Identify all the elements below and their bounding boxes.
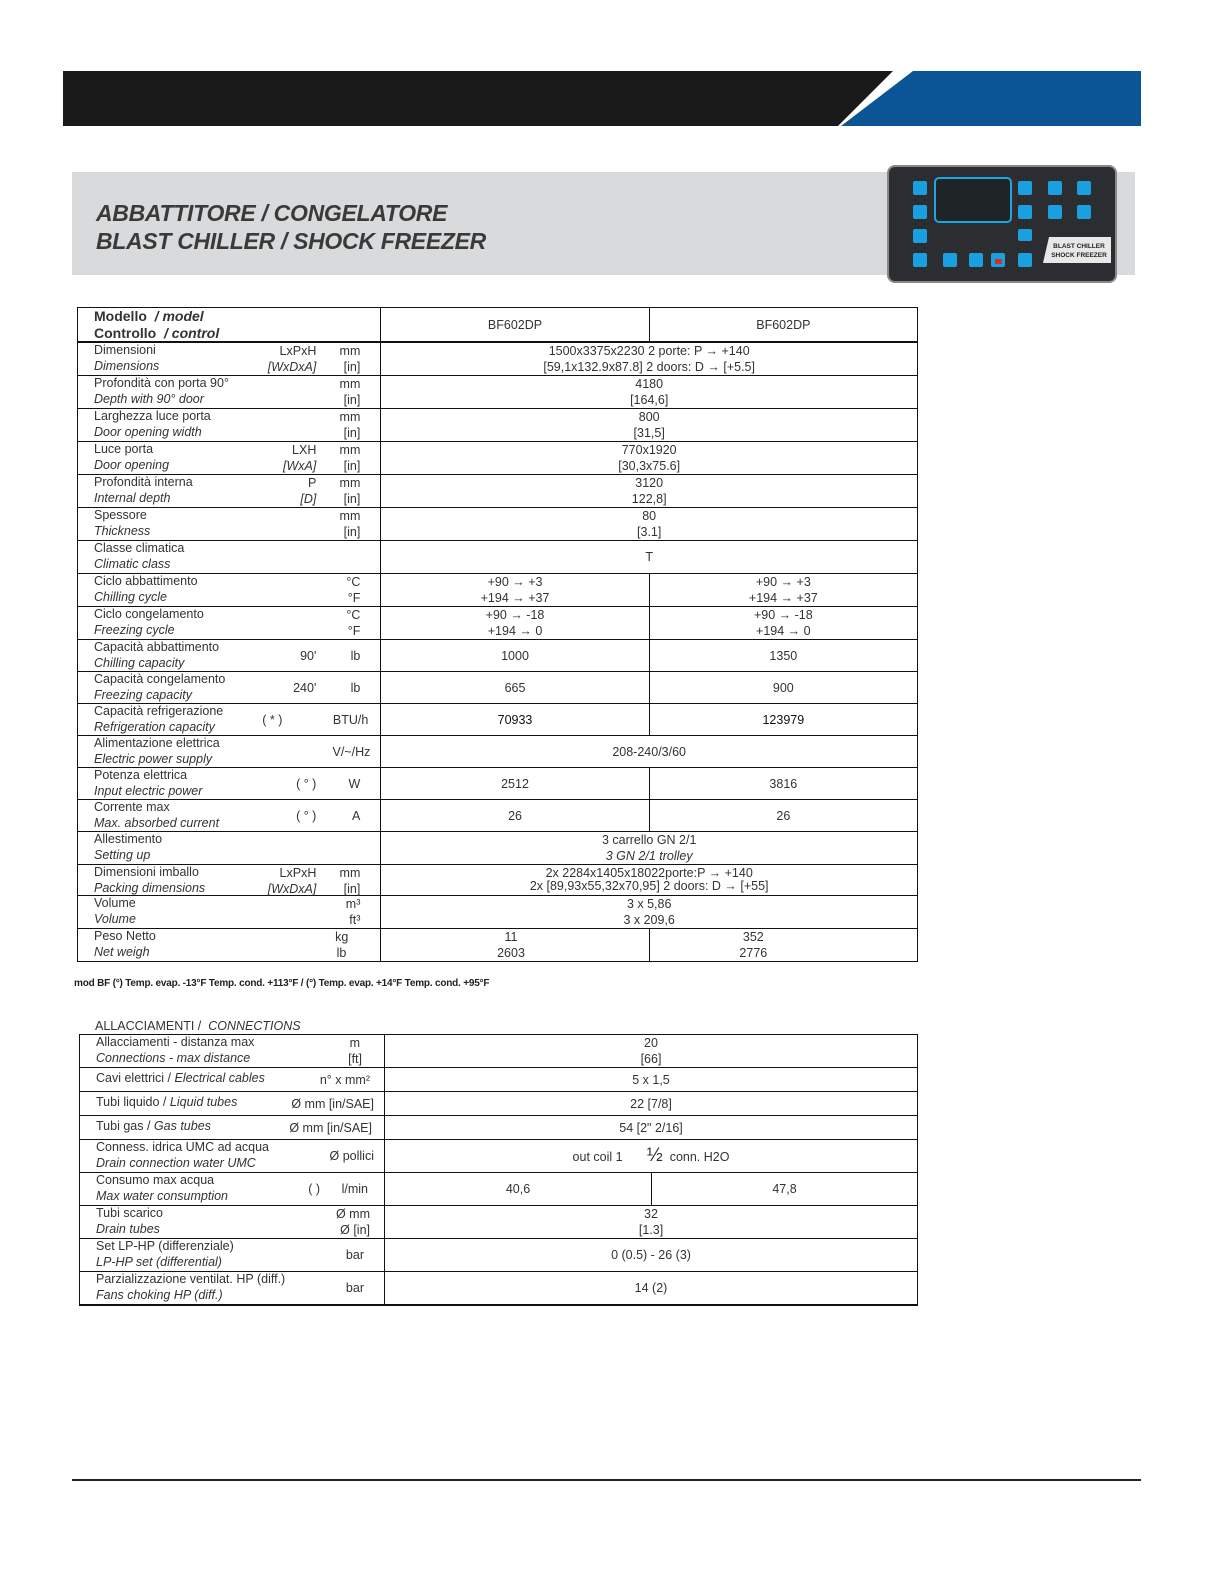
row-label-en: Input electric power	[94, 784, 203, 798]
row-value-1: 20	[644, 1036, 658, 1050]
row-label-en: Dimensions	[94, 359, 160, 373]
title-line-1: ABBATTITORE / CONGELATORE	[96, 200, 448, 226]
row-c1: 40,6	[385, 1173, 652, 1206]
row-label-en: Max water consumption	[96, 1189, 229, 1203]
row-value: 14 (2)	[385, 1272, 918, 1306]
row-unit-en: Ø [in]	[340, 1223, 370, 1237]
row-label-it: Dimensioni	[94, 343, 156, 357]
row-c1-line2: +194 → 0	[487, 624, 543, 638]
row-unit-en: [in]	[343, 426, 361, 440]
row-sym-en: [D]	[300, 492, 317, 506]
conn-row	[80, 1272, 918, 1306]
row-c2-line2: 2776	[739, 946, 768, 960]
header-control-en: / control	[164, 325, 220, 341]
row-label-en: Liquid tubes	[169, 1095, 238, 1109]
row-value: 208-240/3/60	[381, 736, 918, 768]
row-c1-line2: +194 → +37	[480, 591, 550, 605]
row-c1: 26	[381, 800, 649, 832]
row-unit-it: mm	[339, 410, 361, 424]
row-label-en: Door opening width	[94, 425, 202, 439]
row-value: T	[381, 541, 918, 574]
row-unit-en: °F	[347, 624, 361, 638]
conn-row	[80, 1206, 918, 1239]
footnote: mod BF (°) Temp. evap. -13°F Temp. cond. +113°F / (°) Temp. evap. +14°F Temp. cond. +95°F	[74, 978, 490, 989]
row-unit-it: m	[349, 1036, 360, 1050]
connections-heading-en: CONNECTIONS	[208, 1019, 301, 1033]
conn-row	[80, 1116, 918, 1140]
row-sym-it: LxPxH	[279, 866, 317, 880]
row-label-en: Chilling capacity	[94, 656, 185, 670]
row-label-it: Parzializzazione ventilat. HP (diff.)	[96, 1272, 286, 1286]
row-label-it: Profondità con porta 90°	[94, 376, 229, 390]
control-panel-image	[887, 165, 1117, 283]
spec-row	[78, 929, 918, 962]
row-unit-en: [ft]	[348, 1052, 362, 1066]
row-value-1: 800	[638, 410, 660, 424]
spec-row	[78, 865, 918, 896]
row-value-a: out coil 1	[572, 1149, 623, 1164]
row-sym: 240'	[293, 680, 317, 695]
row-label-it: Allestimento	[94, 832, 163, 846]
row-unit-it: mm	[339, 509, 361, 523]
row-label-it: Tubi scarico	[96, 1206, 163, 1220]
row-label-en: Connections - max distance	[96, 1051, 251, 1065]
row-c1: 2512	[381, 768, 649, 800]
connections-heading-it: ALLACCIAMENTI /	[95, 1019, 202, 1033]
spec-row	[78, 800, 918, 832]
spec-row	[78, 508, 918, 541]
row-label-en: Thickness	[94, 524, 151, 538]
row-c2-line1: 352	[742, 930, 764, 944]
row-c2: 900	[649, 672, 917, 704]
row-label-en: Setting up	[94, 848, 151, 862]
row-label-en: Gas tubes	[153, 1119, 211, 1133]
row-sym: ( )	[308, 1182, 320, 1196]
row-value-2: [3.1]	[637, 525, 662, 539]
row-value-2: [31,5]	[633, 426, 665, 440]
connections-heading	[95, 1019, 301, 1033]
row-unit-it: m³	[345, 897, 361, 911]
connections-table	[79, 1034, 918, 1306]
row-sym-it: P	[308, 476, 317, 490]
row-unit-en: [in]	[343, 525, 361, 539]
row-value-1: 3 x 5,86	[626, 897, 672, 911]
row-unit: Ø mm [in/SAE]	[291, 1096, 374, 1111]
row-c2-line2: +194 → +37	[748, 591, 818, 605]
row-c1-line1: 11	[504, 930, 518, 944]
row-sym: ( ° )	[296, 776, 317, 791]
row-label-en: Freezing cycle	[94, 623, 175, 637]
row-unit: lb	[350, 648, 361, 663]
row-value-1: 32	[644, 1207, 658, 1221]
row-label-en: Fans choking HP (diff.)	[96, 1288, 223, 1302]
row-label-it: Ciclo congelamento	[94, 607, 204, 621]
row-unit-it: kg	[335, 930, 349, 944]
conn-row	[80, 1140, 918, 1173]
row-unit-en: [in]	[343, 882, 361, 896]
row-value-2: [164,6]	[630, 393, 669, 407]
row-unit-en: ft³	[349, 913, 361, 927]
panel-badge-line2: SHOCK FREEZER	[1051, 252, 1107, 259]
row-unit: BTU/h	[332, 712, 369, 727]
row-unit-it: °C	[346, 575, 361, 589]
row-value-1: 2x 2284x1405x18022porte:P → +140	[545, 866, 753, 880]
row-sym-en: [WxDxA]	[267, 360, 317, 374]
row-unit: n° x mm²	[319, 1072, 370, 1087]
row-value-2: 122,8]	[631, 492, 667, 506]
row-unit: l/min	[341, 1182, 368, 1196]
row-c2-line1: +90 → -18	[753, 608, 813, 622]
row-label-en: Depth with 90° door	[94, 392, 204, 406]
row-label-it: Conness. idrica UMC ad acqua	[96, 1140, 269, 1154]
row-label-it: Profondità interna	[94, 475, 193, 489]
spec-row	[78, 768, 918, 800]
row-label-en: Drain tubes	[96, 1222, 160, 1236]
row-c2-line1: +90 → +3	[755, 575, 811, 589]
spec-row	[78, 574, 918, 607]
row-value-2: [66]	[640, 1052, 662, 1066]
row-unit-it: Ø mm	[335, 1207, 370, 1221]
row-c1-line1: +90 → +3	[487, 575, 543, 589]
model-col-2: BF602DP	[649, 308, 917, 343]
row-unit-it: mm	[339, 866, 361, 880]
row-unit: V/~/Hz	[332, 744, 371, 759]
row-unit-en: [in]	[343, 492, 361, 506]
row-c1: 1000	[381, 640, 649, 672]
row-c1-line2: 26​03	[497, 946, 525, 960]
row-c2: 47,8	[652, 1173, 918, 1206]
row-unit-en: °F	[347, 591, 361, 605]
row-sym-en: [WxDxA]	[267, 882, 317, 896]
row-unit-en: [in]	[343, 459, 361, 473]
row-unit-en: [in]	[343, 360, 361, 374]
row-label-en: Chilling cycle	[94, 590, 167, 604]
row-value-1: 1500x3375x2230 2 porte: P → +140	[548, 344, 750, 358]
conn-row	[80, 1068, 918, 1092]
spec-row	[78, 607, 918, 640]
row-unit-it: mm	[339, 344, 361, 358]
row-label-it: Volume	[94, 896, 136, 910]
conn-row	[80, 1035, 918, 1068]
row-unit: bar	[345, 1248, 364, 1262]
row-value-b: ½	[646, 1144, 663, 1166]
row-value-2: 3 x 209,6	[623, 913, 675, 927]
row-sym-en: [WxA]	[283, 459, 317, 473]
row-label-en: Climatic class	[94, 557, 171, 571]
row-value-c: conn. H2O	[669, 1149, 730, 1164]
row-c2: 3816	[649, 768, 917, 800]
row-value-2: [1.3]	[638, 1223, 664, 1237]
row-unit-it: mm	[339, 476, 361, 490]
row-sym: 90'	[300, 648, 317, 663]
header-model-en: / model	[154, 308, 204, 324]
row-c1: 70933	[381, 704, 649, 736]
row-value: 54 [2" 2/16]	[385, 1116, 918, 1140]
row-unit-it: °C	[346, 608, 361, 622]
conn-row	[80, 1173, 918, 1206]
row-label-en: Volume	[94, 912, 136, 926]
row-sym-it: LXH	[292, 443, 317, 457]
row-label-en: Electric power supply	[94, 752, 213, 766]
spec-row	[78, 704, 918, 736]
row-sym: ( ° )	[296, 808, 317, 823]
row-label-it: Larghezza luce porta	[94, 409, 211, 423]
row-value-1: 770x1920	[621, 443, 677, 457]
row-unit: Ø pollici	[329, 1149, 374, 1163]
row-value: 22 [7/8]	[385, 1092, 918, 1116]
row-label-it: Alimentazione elettrica	[94, 736, 220, 750]
spec-row	[78, 640, 918, 672]
header-bar	[63, 71, 1141, 126]
spec-row	[78, 896, 918, 929]
row-value-1: 4180	[635, 377, 664, 391]
spec-row	[78, 342, 918, 376]
row-c1: 665	[381, 672, 649, 704]
row-label-it: Set LP-HP (differenziale)	[96, 1239, 234, 1253]
row-unit-it: mm	[339, 377, 361, 391]
row-label-it: Capacità congelamento	[94, 672, 226, 686]
title-line-2: BLAST CHILLER / SHOCK FREEZER	[96, 228, 486, 254]
row-label-en: LP-HP set (differential)	[96, 1255, 222, 1269]
row-label-it: Consumo max acqua	[96, 1173, 215, 1187]
conn-row	[80, 1239, 918, 1272]
row-value-1: 80	[642, 509, 657, 523]
row-label-en: Drain connection water UMC	[96, 1156, 256, 1170]
spec-row	[78, 409, 918, 442]
row-unit: Ø mm [in/SAE]	[289, 1120, 372, 1135]
row-value-2: [30,3x75.6]	[618, 459, 681, 473]
row-c2: 26	[649, 800, 917, 832]
spec-row	[78, 832, 918, 865]
row-label-en: Internal depth	[94, 491, 171, 505]
spec-table	[77, 307, 918, 962]
model-col-1: BF602DP	[381, 308, 649, 343]
row-label-en: Refrigeration capacity	[94, 720, 215, 734]
spec-header-row	[78, 308, 918, 343]
spec-row	[78, 475, 918, 508]
row-label-it: Allacciamenti - distanza max	[96, 1035, 255, 1049]
row-sym: ( * )	[262, 712, 283, 727]
panel-badge-line1: BLAST CHILLER	[1053, 243, 1105, 250]
row-c2: 123979	[649, 704, 917, 736]
row-label-it: Luce porta	[94, 442, 154, 456]
row-unit-en: [in]	[343, 393, 361, 407]
row-sym-it: LxPxH	[279, 344, 317, 358]
row-unit-en: lb	[336, 946, 347, 960]
row-unit: W	[348, 776, 361, 791]
row-label-it: Ciclo abbattimento	[94, 574, 198, 588]
header-control-it: Controllo	[94, 325, 157, 341]
conn-row	[80, 1092, 918, 1116]
row-value: 0 (0.5) - 26 (3)	[385, 1239, 918, 1272]
row-unit-it: mm	[339, 443, 361, 457]
footer-rule	[72, 1479, 1141, 1481]
row-c1-line1: +90 → -18	[485, 608, 545, 622]
row-label-en: Freezing capacity	[94, 688, 192, 702]
row-label-en: Door opening	[94, 458, 170, 472]
row-label-en: Packing dimensions	[94, 881, 206, 895]
row-label-it: Spessore	[94, 508, 147, 522]
row-label-it: Dimensioni imballo	[94, 865, 199, 879]
row-unit: A	[352, 808, 361, 823]
header-model-it: Modello	[94, 308, 147, 324]
row-label-en: Net weigh	[94, 945, 150, 959]
spec-row	[78, 672, 918, 704]
row-label-it: Capacità abbattimento	[94, 640, 220, 654]
spec-row	[78, 541, 918, 574]
row-label-en: Max. absorbed current	[94, 816, 220, 830]
row-unit: lb	[350, 680, 361, 695]
row-label-it: Capacità refrigerazione	[94, 704, 224, 718]
spec-row	[78, 736, 918, 768]
row-label-it: Cavi elettrici /	[96, 1071, 172, 1085]
row-label-it: Corrente max	[94, 800, 170, 814]
row-value-2: 3 GN 2/1 trolley	[605, 849, 693, 863]
row-value: 5 x 1,5	[385, 1068, 918, 1092]
row-label-it: Peso Netto	[94, 929, 156, 943]
row-label-it: Classe climatica	[94, 541, 185, 555]
row-value-2: 2x [89,93x55,32x70,95] 2 doors: D → [+55]	[529, 879, 769, 893]
row-label-it: Potenza elettrica	[94, 768, 188, 782]
spec-row	[78, 376, 918, 409]
row-label-it: Tubi liquido /	[96, 1095, 167, 1109]
row-c2: 1350	[649, 640, 917, 672]
row-label-en: Electrical cables	[174, 1071, 265, 1085]
row-value-2: [59,1x132.9x87.8] 2 doors: D → [+5.5]	[543, 360, 755, 374]
row-c2-line2: +194 → 0	[756, 624, 811, 638]
row-unit: bar	[345, 1281, 364, 1295]
row-label-it: Tubi gas /	[96, 1119, 151, 1133]
row-value-1: 3120	[635, 476, 664, 490]
spec-row	[78, 442, 918, 475]
row-value-1: 3 carrello GN 2/1	[601, 833, 697, 847]
